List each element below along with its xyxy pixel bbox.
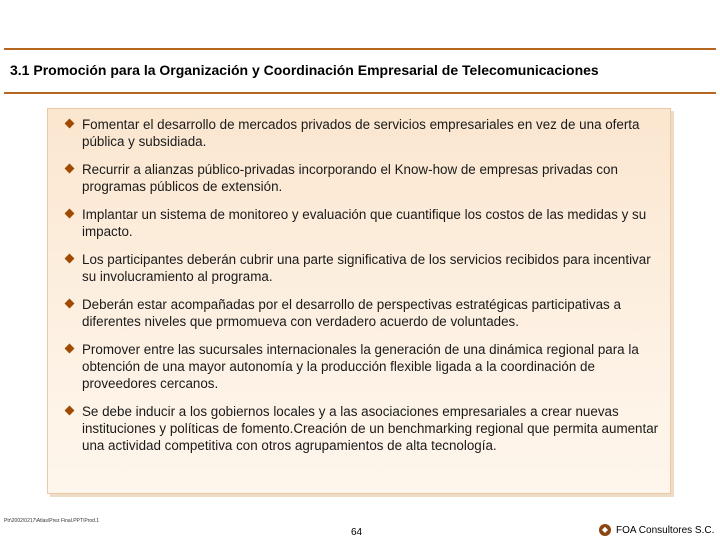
bullet-list bbox=[66, 116, 662, 465]
bullet-text: Recurrir a alianzas público-privadas incorporando el Know-how de empresas privadas con programas públicos de extensión. bbox=[82, 162, 618, 194]
bullet-text: Los participantes deberán cubrir una parte significativa de los servicios recibidos para incentivar su involucramiento al programa. bbox=[82, 252, 651, 284]
bullet-text: Deberán estar acompañadas por el desarrollo de perspectivas estratégicas participativas a diferentes niveles que prmomueva con verdadero acuerdo de voluntades. bbox=[82, 297, 621, 329]
foa-logo-icon: ◆ bbox=[599, 524, 611, 536]
diamond-bullet-icon bbox=[65, 299, 75, 309]
bullet-item bbox=[66, 296, 662, 330]
diamond-bullet-icon bbox=[65, 344, 75, 354]
diamond-bullet-icon bbox=[65, 119, 75, 129]
bullet-item bbox=[66, 161, 662, 195]
bullet-item bbox=[66, 251, 662, 285]
title-underline bbox=[4, 92, 716, 94]
diamond-bullet-icon bbox=[65, 254, 75, 264]
diamond-bullet-icon bbox=[65, 164, 75, 174]
company-name: FOA Consultores S.C. bbox=[616, 525, 715, 536]
top-rule bbox=[4, 48, 716, 50]
bullet-text: Implantar un sistema de monitoreo y evaluación que cuantifique los costos de las medidas y su impacto. bbox=[82, 207, 647, 239]
diamond-bullet-icon bbox=[65, 209, 75, 219]
page-title: 3.1 Promoción para la Organización y Coordinación Empresarial de Telecomunicaciones bbox=[10, 62, 599, 78]
bullet-text: Se debe inducir a los gobiernos locales y a las asociaciones empresariales a crear nuevas instituciones y políticas de fomento.Creación de un benchmarking regional que permita aumentar una actividad competitiva con otros agrupamientos de alta tecnología. bbox=[82, 404, 659, 453]
bullet-item bbox=[66, 206, 662, 240]
bullet-text: Promover entre las sucursales internacionales la generación de una dinámica regional para la obtención de una mayor autonomía y la producción flexible ligada a la coordinación de proveedores cercanos. bbox=[82, 342, 639, 391]
bullet-item bbox=[66, 116, 662, 150]
bullet-text: Fomentar el desarrollo de mercados privados de servicios empresariales en vez de una oferta pública y subsidiada. bbox=[82, 117, 640, 149]
page-number: 64 bbox=[351, 527, 363, 538]
bullet-item bbox=[66, 403, 662, 454]
diamond-bullet-icon bbox=[65, 406, 75, 416]
footer-file-path: Ptr\2002\0217\Atlas\Prez Final.PPT\Prod.1 bbox=[4, 518, 100, 524]
bullet-item bbox=[66, 341, 662, 392]
